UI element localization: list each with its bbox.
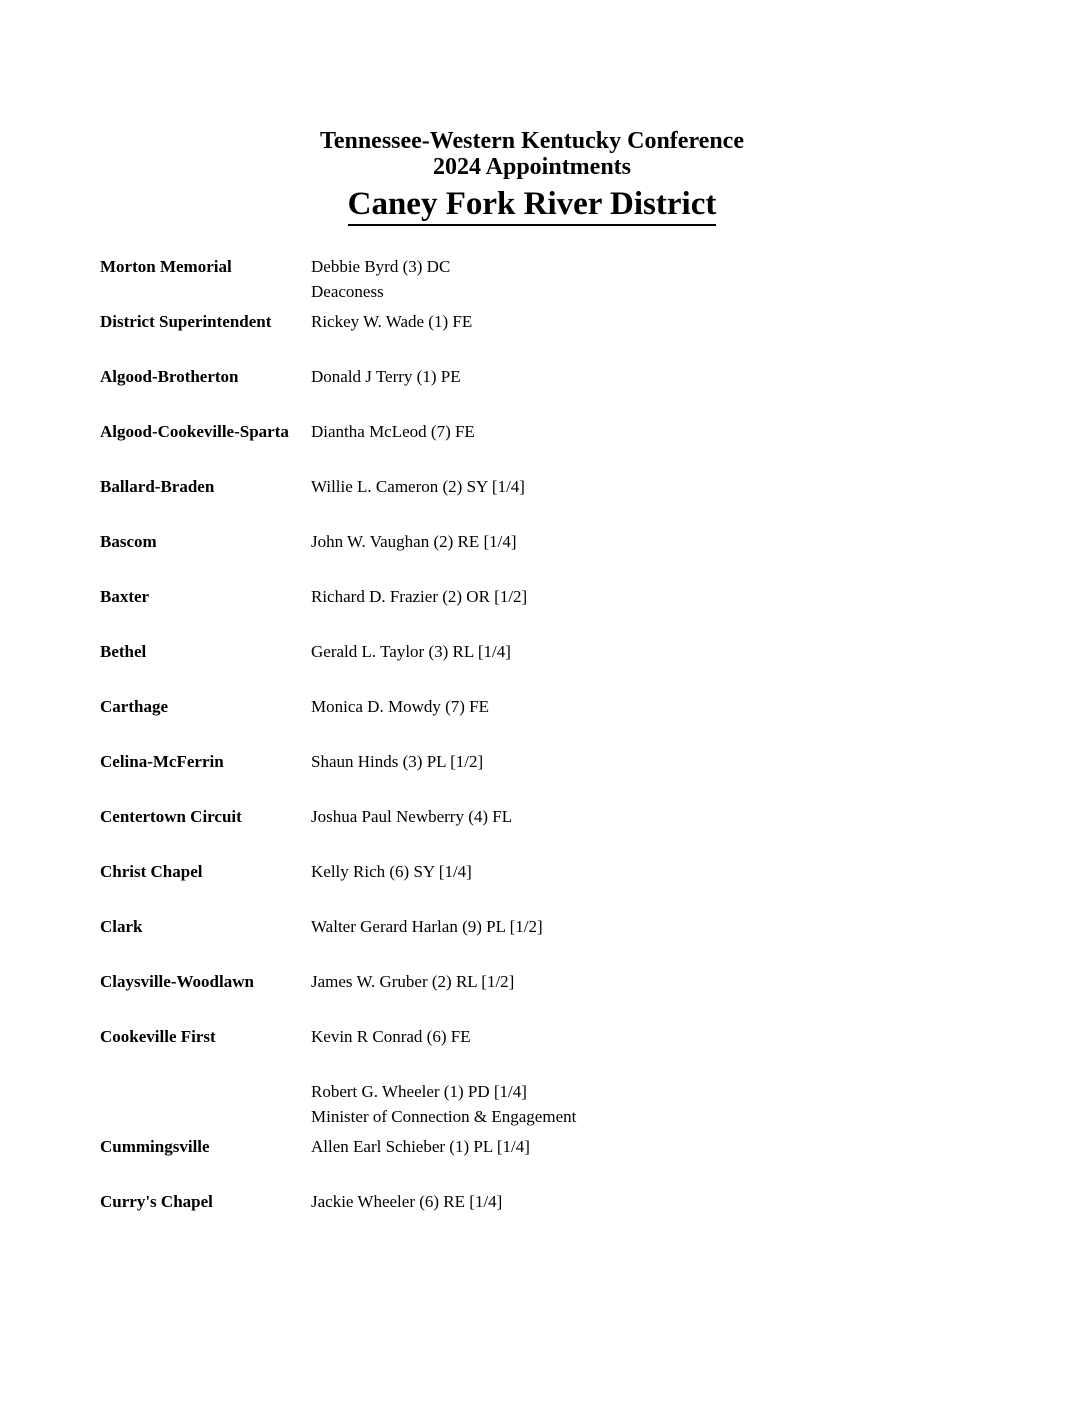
pastor-name: Willie L. Cameron (2) SY [1/4] — [311, 477, 525, 496]
church-name: Ballard-Braden — [100, 477, 215, 496]
conference-title: Tennessee-Western Kentucky Conference — [320, 128, 744, 154]
pastor-name: Donald J Terry (1) PE — [311, 367, 461, 386]
church-name: Curry's Chapel — [100, 1192, 213, 1211]
appointment-entry — [100, 1134, 1000, 1159]
church-name: Claysville-Woodlawn — [100, 972, 254, 991]
appointment-entry — [100, 1024, 1000, 1049]
appointment-entry — [100, 309, 1000, 334]
pastor-name: Monica D. Mowdy (7) FE — [311, 697, 490, 716]
appointment-entry — [100, 914, 1000, 939]
appointment-entry — [100, 584, 1000, 609]
church-name: Baxter — [100, 587, 150, 606]
church-name: Centertown Circuit — [100, 807, 242, 826]
pastor-name: Walter Gerard Harlan (9) PL [1/2] — [311, 917, 543, 936]
appointment-entry — [100, 419, 1000, 444]
pastor-name: Gerald L. Taylor (3) RL [1/4] — [311, 642, 511, 661]
pastor-name: John W. Vaughan (2) RE [1/4] — [311, 532, 517, 551]
church-name: Algood-Brotherton — [100, 367, 239, 386]
church-name: Christ Chapel — [100, 862, 203, 881]
church-name: Cookeville First — [100, 1027, 216, 1046]
appointment-entry — [100, 529, 1000, 554]
pastor-name: Robert G. Wheeler (1) PD [1/4] — [311, 1082, 527, 1101]
church-name: Morton Memorial — [100, 257, 232, 276]
document-header — [0, 128, 1064, 226]
church-name: Bethel — [100, 642, 147, 661]
pastor-name: James W. Gruber (2) RL [1/2] — [311, 972, 515, 991]
pastor-name: Kelly Rich (6) SY [1/4] — [311, 862, 472, 881]
pastor-role: Deaconess — [311, 282, 384, 301]
church-name: Celina-McFerrin — [100, 752, 224, 771]
church-name: Carthage — [100, 697, 168, 716]
appointment-entry — [100, 969, 1000, 994]
appointment-entry — [100, 749, 1000, 774]
pastor-name: Allen Earl Schieber (1) PL [1/4] — [311, 1137, 530, 1156]
appointment-entry — [100, 694, 1000, 719]
appointment-entry — [100, 474, 1000, 499]
church-name: Bascom — [100, 532, 157, 551]
pastor-name: Jackie Wheeler (6) RE [1/4] — [311, 1192, 503, 1211]
pastor-name: Kevin R Conrad (6) FE — [311, 1027, 471, 1046]
appointment-entry — [100, 639, 1000, 664]
appointment-entry — [100, 1189, 1000, 1214]
church-name: Cummingsville — [100, 1137, 210, 1156]
church-name — [100, 1079, 311, 1104]
church-name: Clark — [100, 917, 143, 936]
pastor-name: Joshua Paul Newberry (4) FL — [311, 807, 513, 826]
appointment-entry — [100, 254, 1000, 304]
pastor-name: Richard D. Frazier (2) OR [1/2] — [311, 587, 528, 606]
appointment-entry — [100, 364, 1000, 389]
pastor-name: Debbie Byrd (3) DC — [311, 257, 451, 276]
appointment-entry — [100, 1079, 1000, 1129]
appointment-entry — [100, 804, 1000, 829]
appointments-year: 2024 Appointments — [432, 154, 632, 180]
district-title: Caney Fork River District — [348, 184, 717, 226]
church-name: District Superintendent — [100, 312, 272, 331]
pastor-name: Shaun Hinds (3) PL [1/2] — [311, 752, 484, 771]
appointment-entry — [100, 859, 1000, 884]
pastor-name: Rickey W. Wade (1) FE — [311, 312, 473, 331]
appointments-list — [100, 254, 1000, 1214]
church-name: Algood-Cookeville-Sparta — [100, 422, 289, 441]
pastor-name: Diantha McLeod (7) FE — [311, 422, 475, 441]
pastor-role: Minister of Connection & Engagement — [311, 1107, 577, 1126]
